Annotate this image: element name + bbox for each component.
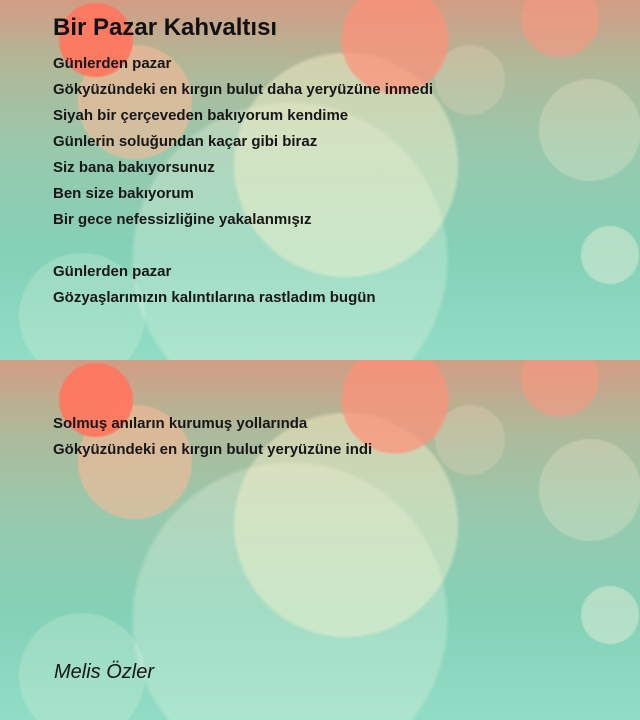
- poem-stanza-2: [53, 411, 372, 463]
- poem-line: Solmuş anıların kurumuş yollarında: [53, 415, 308, 432]
- poem-title: Bir Pazar Kahvaltısı: [53, 14, 278, 41]
- poem-line: Bir gece nefessizliğine yakalanmışız: [53, 211, 312, 228]
- poem-line: Gökyüzündeki en kırgın bulut yeryüzüne indi: [53, 441, 373, 458]
- poem-line: Günlerin soluğundan kaçar gibi biraz: [53, 133, 318, 150]
- poem-author: Melis Özler: [54, 661, 155, 683]
- poem-line: Günlerden pazar: [53, 263, 172, 280]
- poem-line: Gözyaşlarımızın kalıntılarına rastladım bugün: [53, 289, 376, 306]
- poem-stanza-1: [53, 51, 433, 311]
- poem-line: Günlerden pazar: [53, 55, 172, 72]
- poem-line-blank: [53, 233, 433, 259]
- poem-line: Ben size bakıyorum: [53, 185, 194, 202]
- poem-line: Siz bana bakıyorsunuz: [53, 159, 215, 176]
- poem-line: Siyah bir çerçeveden bakıyorum kendime: [53, 107, 349, 124]
- poem-line: Gökyüzündeki en kırgın bulut daha yeryüzüne inmedi: [53, 81, 434, 98]
